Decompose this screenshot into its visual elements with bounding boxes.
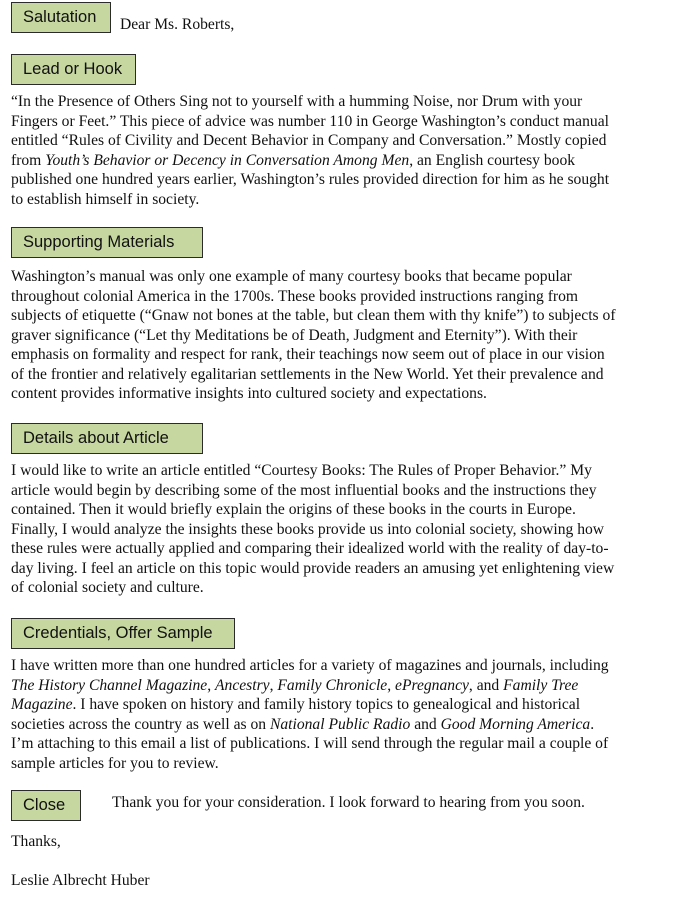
text-line: content provides informative insights into cultured society and expectations. [11, 385, 487, 402]
text-line: to establish himself in society. [11, 190, 200, 208]
text-line: emphasis on formality and respect for rank, their teachings now seem out of place in our vision [11, 346, 605, 363]
signoff: Thanks, [11, 833, 61, 850]
text-line: Finally, I would analyze the insights these books provide us into colonial society, showing how [11, 520, 605, 538]
text-line: graver significance (“Let thy Meditations be of Death, Judgment and Eternity”). With their [11, 326, 578, 344]
lead-paragraph [11, 92, 691, 209]
text-line: Washington’s manual was only one example of many courtesy books that became popular [11, 268, 572, 285]
text-line: entitled “Rules of Civility and Decent Behavior in Company and Conversation.” Mostly copied [11, 132, 607, 149]
supporting-materials-label: Supporting Materials [11, 227, 203, 258]
salutation-label: Salutation [11, 2, 111, 33]
signature: Leslie Albrecht Huber [11, 872, 150, 889]
text-line: The History Channel Magazine, Ancestry, Family Chronicle, ePregnancy, and Family Tree [11, 676, 579, 694]
italic-title: Family Tree [503, 676, 579, 694]
text-line: societies across the country as well as on National Public Radio and Good Morning America. [11, 715, 595, 733]
italic-title: The History Channel Magazine [11, 676, 208, 694]
salutation-text: Dear Ms. Roberts, [120, 16, 235, 33]
italic-title: ePregnancy [395, 676, 469, 694]
text-line: article would begin by describing some of the most influential books and the instructions they [11, 481, 597, 499]
italic-title: National Public Radio [269, 715, 411, 733]
supporting-materials-paragraph [11, 267, 691, 404]
text-line: throughout colonial America in the 1700s. These books provided instructions ranging from [11, 287, 579, 305]
text-line: I would like to write an article entitled “Courtesy Books: The Rules of Proper Behavior.” My [11, 462, 592, 479]
text-line: contained. Then it would briefly explain the origins of these books in the courts in Europe. [11, 501, 576, 518]
text-line: these rules were actually applied and comparing their idealized world with the reality of day-to- [11, 540, 609, 557]
text-line: I’m attaching to this email a list of publications. I will send through the regular mail a couple of [11, 735, 609, 752]
italic-title: Youth’s Behavior or Decency in Conversation Among Men [45, 151, 410, 169]
close-text: Thank you for your consideration. I look forward to hearing from you soon. [112, 794, 585, 811]
text-line: of colonial society and culture. [11, 579, 204, 596]
details-paragraph [11, 461, 691, 598]
text-line: of the frontier and relatively egalitarian settlements in the New World. Yet their prevalence and [11, 365, 604, 383]
text-line: day living. I feel an article on this topic would provide readers an amusing yet enlightening view [11, 559, 615, 577]
credentials-paragraph [11, 656, 691, 773]
text-line: published one hundred years earlier, Washington’s rules provided direction for him as he sought [11, 171, 610, 188]
text-line: sample articles for you to review. [11, 754, 219, 772]
credentials-label: Credentials, Offer Sample [11, 618, 235, 649]
text-line: I have written more than one hundred articles for a variety of magazines and journals, including [11, 657, 609, 674]
italic-title: Family Chronicle [277, 676, 388, 694]
italic-title: Good Morning America [440, 715, 591, 733]
text-line: Fingers or Feet.” This piece of advice was number 110 in George Washington’s conduct manual [11, 112, 609, 130]
text-line: “In the Presence of Others Sing not to yourself with a humming Noise, nor Drum with your [11, 93, 583, 110]
italic-title: Magazine [11, 696, 73, 713]
text-line: from Youth’s Behavior or Decency in Conversation Among Men, an English courtesy book [11, 151, 576, 169]
text-line: Magazine. I have spoken on history and family history topics to genealogical and historical [11, 696, 581, 713]
lead-label: Lead or Hook [11, 54, 136, 85]
italic-title: Ancestry [215, 676, 270, 694]
close-label: Close [11, 790, 81, 821]
details-label: Details about Article [11, 423, 203, 454]
text-line: subjects of etiquette (“Gnaw not bones at the table, but clean them with thy knife”) to subjects of [11, 307, 616, 324]
